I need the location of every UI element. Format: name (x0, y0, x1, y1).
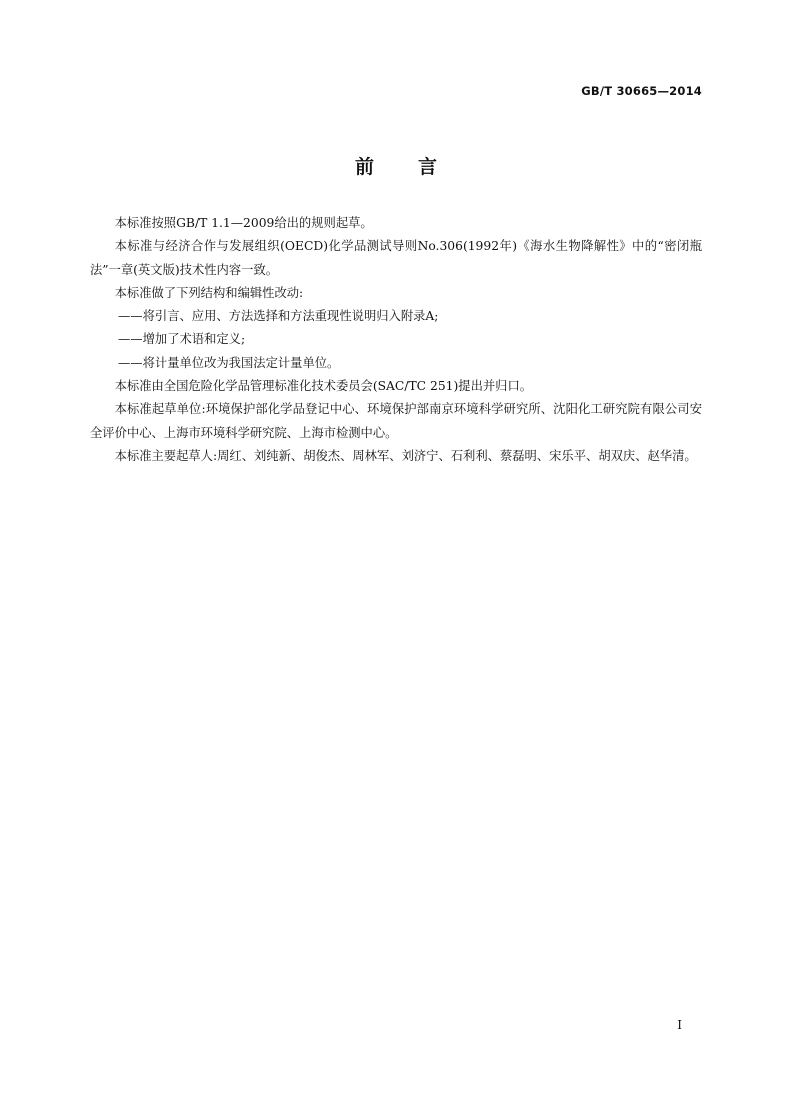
paragraph-consistency: 本标准与经济合作与发展组织(OECD)化学品测试导则No.306(1992年)《海水生物降解性》中的“密闭瓶法”一章(英文版)技术性内容一致。 (90, 239, 702, 277)
list-item-change-3: ——将计量单位改为我国法定计量单位。 (118, 355, 340, 370)
foreword-body (90, 212, 702, 468)
paragraph-changes-intro: 本标准做了下列结构和编辑性改动: (114, 285, 304, 300)
standard-code: GB/T 30665—2014 (581, 84, 702, 98)
paragraph-drafting-units: 本标准起草单位:环境保护部化学品登记中心、环境保护部南京环境科学研究所、沈阳化工研究院有限公司安全评价中心、上海市环境科学研究院、上海市检测中心。 (90, 402, 702, 440)
list-item-change-1: ——将引言、应用、方法选择和方法重现性说明归入附录A; (118, 309, 439, 324)
list-item-change-2: ——增加了术语和定义; (118, 332, 246, 347)
page-title: 前言 (354, 156, 481, 178)
page-number: I (677, 1018, 682, 1032)
paragraph-drafting-rules: 本标准按照GB/T 1.1—2009给出的规则起草。 (114, 216, 373, 230)
paragraph-drafters: 本标准主要起草人:周红、刘纯新、胡俊杰、周林军、刘济宁、石利利、蔡磊明、宋乐平、胡双庆、赵华清。 (114, 448, 697, 463)
paragraph-committee: 本标准由全国危险化学品管理标准化技术委员会(SAC/TC 251)提出并归口。 (114, 379, 533, 394)
